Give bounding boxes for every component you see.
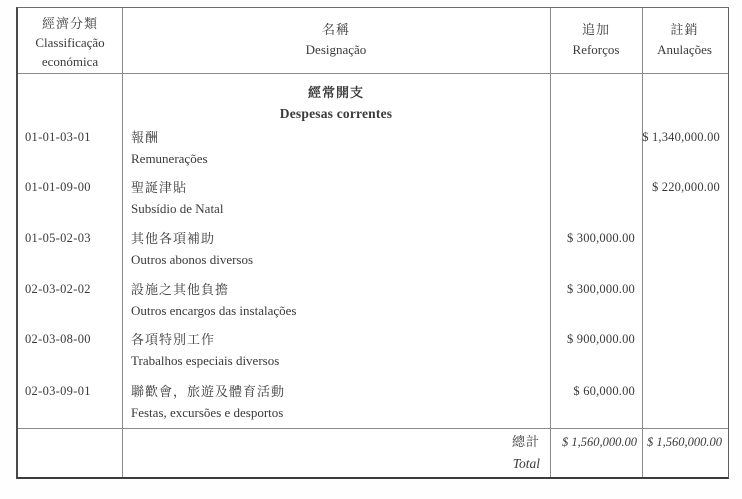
table-row	[18, 329, 728, 373]
designation-header-zh: 名稱	[321, 22, 350, 37]
row-reforcos-amount: $ 900,000.00	[566, 332, 635, 346]
row-code: 02-03-02-02	[25, 282, 91, 296]
anulacoes-header	[642, 20, 727, 60]
row-name-zh: 聖誕津貼	[131, 180, 188, 195]
total-label-zh: 總計	[511, 434, 540, 449]
row-name-pt: Festas, excursões e desportos	[131, 405, 284, 420]
economic-classification-header	[18, 14, 122, 71]
total-separator-rule	[18, 428, 728, 429]
total-label-pt: Total	[512, 456, 540, 471]
total-anulacoes-amount: $ 1,560,000.00	[647, 435, 722, 449]
row-name-zh: 各項特別工作	[131, 332, 216, 347]
row-reforcos-amount: $ 60,000.00	[573, 384, 635, 398]
anulacoes-header-zh: 註銷	[670, 22, 699, 37]
anulacoes-header-pt: Anulações	[657, 42, 712, 57]
row-name-pt: Outros abonos diversos	[131, 252, 254, 267]
designation-header	[122, 20, 550, 60]
row-anulacoes-amount: $ 220,000.00	[651, 180, 720, 194]
budget-table	[16, 7, 729, 479]
total-reforcos-amount: $ 1,560,000.00	[562, 435, 637, 449]
row-reforcos-amount: $ 300,000.00	[566, 231, 635, 245]
row-name-zh: 報酬	[131, 130, 160, 145]
row-anulacoes-amount: $ 1,340,000.00	[642, 130, 720, 144]
table-row	[18, 228, 728, 272]
designation-header-pt: Designação	[305, 42, 367, 57]
reforcos-header-zh: 追加	[581, 22, 610, 37]
economic-header-zh: 經濟分類	[41, 16, 98, 31]
reforcos-header	[550, 20, 642, 60]
row-name-zh: 聯歡會，旅遊及體育活動	[131, 384, 286, 399]
row-code: 02-03-08-00	[25, 332, 91, 346]
row-name-zh: 其他各項補助	[131, 231, 216, 246]
total-row	[18, 431, 728, 477]
table-row	[18, 127, 728, 171]
table-row	[18, 177, 728, 221]
section-heading-pt: Despesas correntes	[279, 106, 393, 121]
row-name-pt: Outros encargos das instalações	[131, 303, 297, 318]
table-row	[18, 279, 728, 323]
row-name-zh: 設施之其他負擔	[131, 282, 230, 297]
row-code: 02-03-09-01	[25, 384, 91, 398]
row-name-pt: Remunerações	[131, 151, 208, 166]
row-name-pt: Trabalhos especiais diversos	[131, 353, 280, 368]
section-heading	[122, 82, 550, 124]
row-code: 01-05-02-03	[25, 231, 91, 245]
row-reforcos-amount: $ 300,000.00	[566, 282, 635, 296]
row-code: 01-01-09-00	[25, 180, 91, 194]
reforcos-header-pt: Reforços	[572, 42, 620, 57]
header-bottom-rule	[18, 73, 728, 74]
table-row	[18, 381, 728, 425]
section-heading-zh: 經常開支	[307, 85, 364, 100]
economic-header-pt-line1: Classificação	[35, 35, 105, 50]
row-code: 01-01-03-01	[25, 130, 91, 144]
economic-header-pt-line2: económica	[41, 54, 99, 69]
row-name-pt: Subsídio de Natal	[131, 201, 224, 216]
